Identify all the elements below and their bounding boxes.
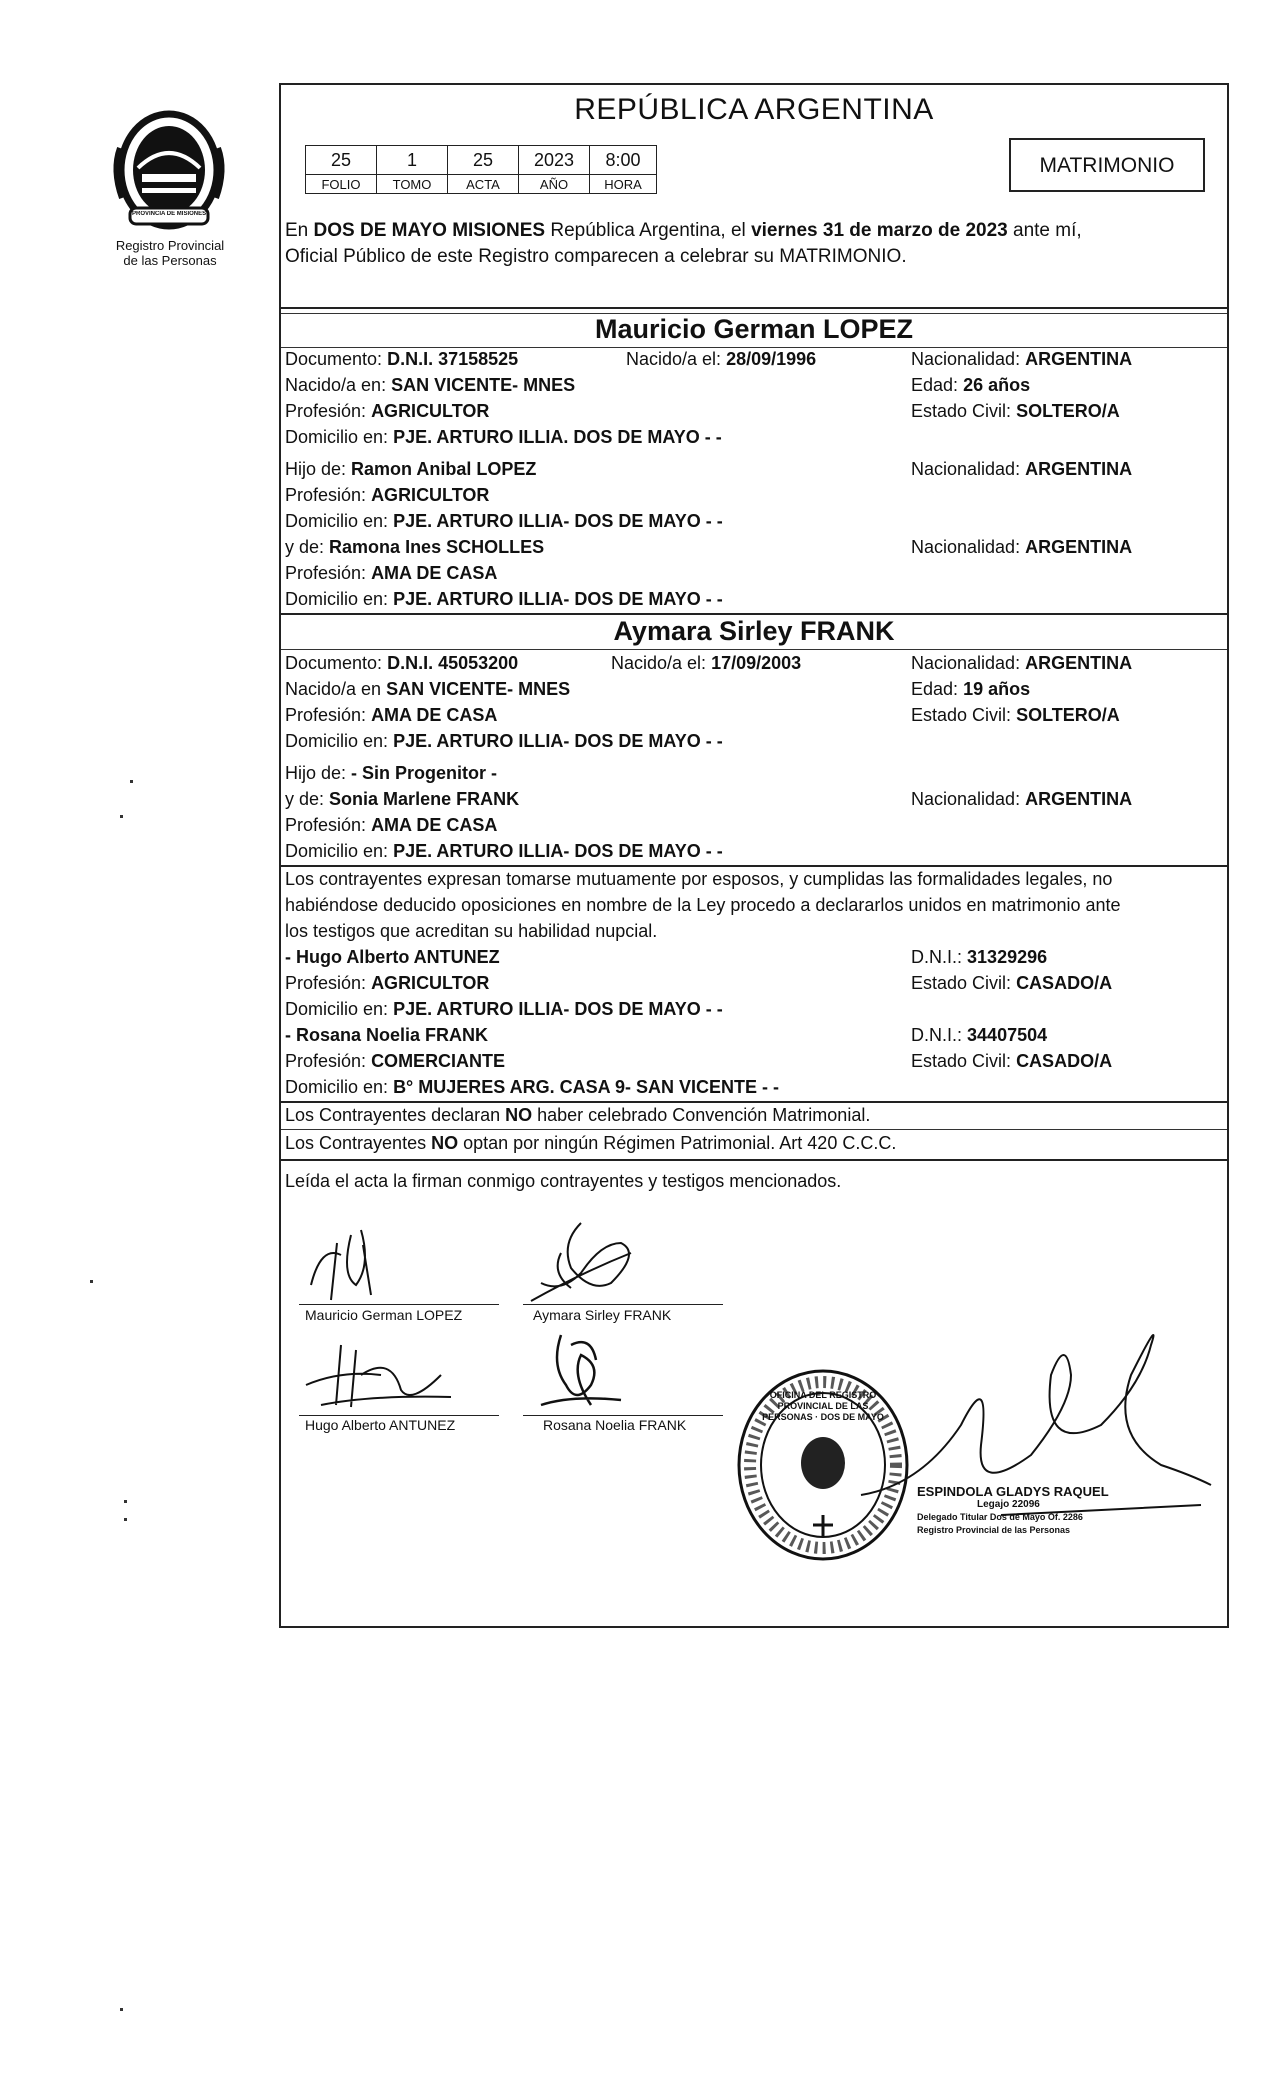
margin-mark xyxy=(90,1280,93,1283)
regimen-line: Los Contrayentes NO optan por ningún Régimen Patrimonial. Art 420 C.C.C. xyxy=(285,1133,897,1153)
folio-value: 25 xyxy=(306,146,377,175)
registry-label-line1: Registro Provincial xyxy=(115,238,225,253)
margin-mark xyxy=(124,1500,127,1503)
registry-logo xyxy=(108,108,230,236)
bride-mother-nationality: ARGENTINA xyxy=(1025,789,1133,809)
closing-text: Leída el acta la firman conmigo contrayentes y testigos mencionados. xyxy=(285,1171,842,1191)
bride-nacionalidad: ARGENTINA xyxy=(1025,653,1133,673)
groom-mother: Ramona Ines SCHOLLES xyxy=(329,537,545,557)
witness-2-profession: COMERCIANTE xyxy=(371,1051,506,1071)
witness-2-estado: CASADO/A xyxy=(1016,1051,1113,1071)
bride-estado: SOLTERO/A xyxy=(1016,705,1120,725)
marriage-certificate: REPÚBLICA ARGENTINA 25 1 25 2023 8:00 FOLIO TOMO ACTA AÑO HORA MATRIMONIO En DOS DE MAYO MISIONES República Argentina, el viernes 31 de marzo de 2023 ante mí, Oficial Público de este Registro comparecen a celebrar su MATRIMONIO. Mauricio German LOPEZ Documento: D.N.I. 37158525 Nacido/a el: 28/09/1996 Nacionalidad: ARGENTINA Nacido/a en: SAN VICENTE- MNES Edad: 26 años Profesión: AGRICULTOR Estado Civil: SOLTERO/A Domicilio en: PJE. ARTURO ILLIA. DOS DE MAYO - - Hijo de: Ramon Anibal LOPEZ Nacionalidad: ARGENTINA Profesión: AGRICULTOR Domicilio en: PJE. ARTURO ILLIA- DOS DE MAYO - - y de: Ramona Ines SCHOLLES Nacionalidad: ARGENTINA Profesión: AMA DE CASA Domicilio en: PJE. ARTURO ILLIA- DOS DE MAYO - - Aymara Sirley FRANK Documento: D.N.I. 45053200 Nacido/a el: 17/09/2003 Nacionalidad: ARGENTINA Nacido/a en SAN VICENTE- MNES Edad: 19 años Profesión: AMA DE CASA Estado Civil: SOLTERO/A Domicilio en: PJE. ARTURO ILLIA- DOS DE MAYO - - Hijo de: - Sin Progenitor - y de: Sonia Marlene FRANK Nacionalidad: ARGENTINA Profesión: AMA DE CASA Domicilio en: PJE. ARTURO ILLIA- DOS DE MAYO - - Los contrayentes expresan tomarse mutuamente por esposos, y cumplidas las formalidades legales, no habiéndose deducido oposiciones en nombre de la Ley procedo a declararlos unidos en matrimonio ante los testigos que acreditan su habilidad nupcial. - Hugo Alberto ANTUNEZ D.N.I.: 31329296 Profesión: AGRICULTOR Estado Civil: CASADO/A Domicilio en: PJE. ARTURO ILLIA- DOS DE MAYO - - - Rosana Noelia FRANK D.N.I.: 34407504 Profesión: COMERCIANTE Estado Civil: CASADO/A Domicilio en: B° MUJERES ARG. CASA 9- SAN VICENTE - - Los Contrayentes declaran NO haber celebrado Convención Matrimonial. Los Contrayentes NO optan por ningún Régimen Patrimonial. Art 420 C.C.C. Leída el acta la firman conmigo contrayentes y testigos mencionados. Mauricio German LOPEZ Aymara Sirley FRANK Hugo Alberto ANTUNEZ Rosana Noelia FRANK OFICINA DEL REGISTRO PROVINCIAL DE LAS PERSONAS · DOS DE MAYO ESPINDOLA GLADYS RAQUEL Legajo 22096 Delegado Titular Dos de Mayo Of. 2286 Registro Provincial de las Personas xyxy=(279,83,1229,1628)
ano-label: AÑO xyxy=(519,175,590,194)
bride-mother-domicile: PJE. ARTURO ILLIA- DOS DE MAYO - - xyxy=(393,841,723,861)
intro-line-1 xyxy=(281,219,1227,243)
intro-place: DOS DE MAYO MISIONES xyxy=(313,220,546,241)
convencion-line: Los Contrayentes declaran NO haber celebrado Convención Matrimonial. xyxy=(285,1105,871,1125)
intro-text-3: ante mí, xyxy=(1007,220,1082,241)
registry-label-line2: de las Personas xyxy=(123,253,217,268)
official-legajo: Legajo 22096 xyxy=(977,1499,1040,1510)
page-title: REPÚBLICA ARGENTINA xyxy=(574,93,934,126)
intro-text-1: En xyxy=(285,220,314,241)
groom-estado: SOLTERO/A xyxy=(1016,401,1120,421)
groom-nacionalidad: ARGENTINA xyxy=(1025,349,1133,369)
bride-name: Aymara Sirley FRANK xyxy=(613,616,895,646)
groom-documento: D.N.I. 37158525 xyxy=(387,349,519,369)
document-type-box: MATRIMONIO xyxy=(1009,138,1205,192)
declaration-line-1: Los contrayentes expresan tomarse mutuamente por esposos, y cumplidas las formalidades legales, no xyxy=(285,869,1113,889)
registry-label xyxy=(90,238,250,268)
official-stamp-text xyxy=(917,1485,1137,1537)
groom-father-profession: AGRICULTOR xyxy=(371,485,490,505)
groom-nacido-en: SAN VICENTE- MNES xyxy=(391,375,576,395)
intro-line-2: Oficial Público de este Registro comparecen a celebrar su MATRIMONIO. xyxy=(285,246,907,267)
witness-1-signature-icon xyxy=(301,1335,461,1415)
margin-mark xyxy=(130,780,133,783)
official-title: Delegado Titular Dos de Mayo Of. 2286 xyxy=(917,1512,1083,1522)
official-name: ESPINDOLA GLADYS RAQUEL xyxy=(917,1484,1109,1499)
groom-signature-label: Mauricio German LOPEZ xyxy=(305,1307,463,1323)
hora-label: HORA xyxy=(590,175,657,194)
bride-mother: Sonia Marlene FRANK xyxy=(329,789,520,809)
intro-text-2: República Argentina, el xyxy=(545,220,752,241)
hora-value: 8:00 xyxy=(590,146,657,175)
groom-nacido-el: 28/09/1996 xyxy=(726,349,817,369)
tomo-label: TOMO xyxy=(377,175,448,194)
tomo-value: 1 xyxy=(377,146,448,175)
groom-name: Mauricio German LOPEZ xyxy=(594,314,914,344)
witness-2-signature-label: Rosana Noelia FRANK xyxy=(543,1417,687,1433)
groom-father-nationality: ARGENTINA xyxy=(1025,459,1133,479)
margin-mark xyxy=(120,815,123,818)
bride-nacido-el: 17/09/2003 xyxy=(711,653,802,673)
intro-date: viernes 31 de marzo de 2023 xyxy=(751,220,1008,241)
logo-seal-text: PROVINCIA DE MISIONES xyxy=(132,211,206,217)
bride-edad: 19 años xyxy=(963,679,1031,699)
acta-value: 25 xyxy=(448,146,519,175)
witness-1-name: - Hugo Alberto ANTUNEZ xyxy=(285,947,500,967)
witness-2-dni: 34407504 xyxy=(967,1025,1048,1045)
margin-mark xyxy=(124,1518,127,1521)
witness-2-domicile: B° MUJERES ARG. CASA 9- SAN VICENTE - - xyxy=(393,1077,779,1097)
witness-1-profession: AGRICULTOR xyxy=(371,973,490,993)
bride-profesion: AMA DE CASA xyxy=(371,705,498,725)
groom-mother-domicile: PJE. ARTURO ILLIA- DOS DE MAYO - - xyxy=(393,589,723,609)
groom-mother-profession: AMA DE CASA xyxy=(371,563,498,583)
bride-signature-label: Aymara Sirley FRANK xyxy=(533,1307,672,1323)
witness-2-signature-icon xyxy=(521,1325,641,1420)
bride-signature-icon xyxy=(521,1213,651,1308)
witness-1-dni: 31329296 xyxy=(967,947,1048,967)
acta-label: ACTA xyxy=(448,175,519,194)
folio-label: FOLIO xyxy=(306,175,377,194)
bride-domicilio: PJE. ARTURO ILLIA- DOS DE MAYO - - xyxy=(393,731,723,751)
groom-domicilio: PJE. ARTURO ILLIA. DOS DE MAYO - - xyxy=(393,427,722,447)
seal-ring-text: OFICINA DEL REGISTRO PROVINCIAL DE LAS PERSONAS · DOS DE MAYO xyxy=(762,1390,884,1422)
bride-mother-profession: AMA DE CASA xyxy=(371,815,498,835)
witness-1-signature-label: Hugo Alberto ANTUNEZ xyxy=(305,1417,456,1433)
registry-reference-table xyxy=(305,145,657,194)
declaration-line-3: los testigos que acreditan su habilidad nupcial. xyxy=(285,921,658,941)
regimen-no: NO xyxy=(431,1133,459,1153)
groom-mother-nationality: ARGENTINA xyxy=(1025,537,1133,557)
declaration-line-2: habiéndose deducido oposiciones en nombre de la Ley procedo a declararlos unidos en matrimonio ante xyxy=(285,895,1121,915)
bride-nacido-en: SAN VICENTE- MNES xyxy=(386,679,571,699)
convencion-no: NO xyxy=(505,1105,533,1125)
groom-profesion: AGRICULTOR xyxy=(371,401,490,421)
groom-signature-icon xyxy=(301,1225,421,1305)
margin-mark xyxy=(120,2008,123,2011)
bride-father: - Sin Progenitor - xyxy=(351,763,498,783)
witness-1-domicile: PJE. ARTURO ILLIA- DOS DE MAYO - - xyxy=(393,999,723,1019)
witness-1-estado: CASADO/A xyxy=(1016,973,1113,993)
groom-father: Ramon Anibal LOPEZ xyxy=(351,459,537,479)
witness-2-name: - Rosana Noelia FRANK xyxy=(285,1025,489,1045)
bride-documento: D.N.I. 45053200 xyxy=(387,653,519,673)
groom-edad: 26 años xyxy=(963,375,1031,395)
official-registry: Registro Provincial de las Personas xyxy=(917,1525,1071,1535)
groom-father-domicile: PJE. ARTURO ILLIA- DOS DE MAYO - - xyxy=(393,511,723,531)
ano-value: 2023 xyxy=(519,146,590,175)
